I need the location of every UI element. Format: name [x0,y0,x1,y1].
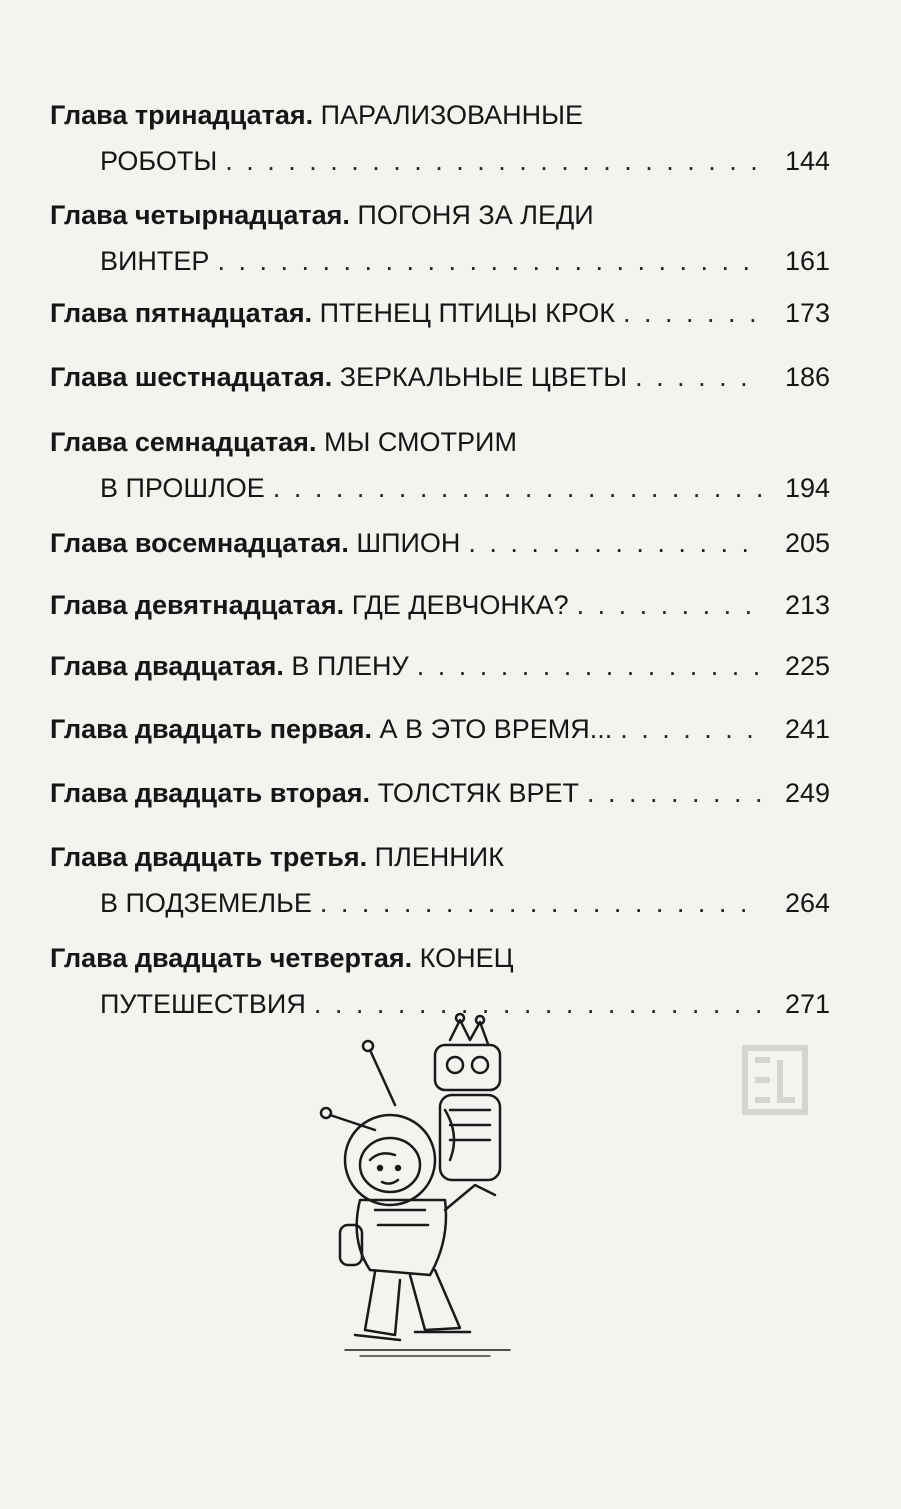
eac-mark-icon [740,1040,810,1120]
chapter-label: Глава семнадцатая. [50,427,317,457]
chapter-label: Глава двадцатая. [50,651,284,681]
chapter-title: МЫ СМОТРИМ [323,427,517,457]
page-number: 213 [784,590,830,620]
leader-dots [217,238,762,284]
chapter-title: КОНЕЦ [419,943,514,973]
chapter-title: ПТЕНЕЦ ПТИЦЫ КРОК [319,298,616,328]
chapter-label: Глава шестнадцатая. [50,362,333,392]
page-number: 205 [784,528,830,558]
toc-entry[interactable] [50,770,830,816]
chapter-label: Глава восемнадцатая. [50,528,349,558]
page-number: 161 [784,246,830,276]
page-number: 225 [784,651,830,681]
leader-dots [587,770,762,816]
toc-entry[interactable] [50,643,830,689]
toc-entry[interactable] [50,354,830,400]
chapter-title-continued: ВИНТЕР [100,246,210,276]
chapter-title-continued: В ПОДЗЕМЕЛЬЕ [100,888,312,918]
page-number: 173 [784,298,830,328]
leader-dots [273,465,762,511]
page-number: 249 [784,778,830,808]
chapter-title: ПЛЕННИК [374,842,504,872]
chapter-label: Глава четырнадцатая. [50,200,350,230]
chapter-title: А В ЭТО ВРЕМЯ... [379,714,613,744]
chapter-title: ГДЕ ДЕВЧОНКА? [351,590,569,620]
chapter-label: Глава пятнадцатая. [50,298,313,328]
chapter-label: Глава двадцать первая. [50,714,373,744]
chapter-label: Глава двадцать четвертая. [50,943,413,973]
page-number: 241 [784,714,830,744]
leader-dots [635,354,762,400]
toc-entry[interactable] [50,419,830,511]
toc-entry[interactable] [50,834,830,926]
page-number: 264 [784,888,830,918]
chapter-title: ПОГОНЯ ЗА ЛЕДИ [357,200,594,230]
page-number: 194 [784,473,830,503]
toc-entry[interactable] [50,706,830,752]
chapter-title: ЗЕРКАЛЬНЫЕ ЦВЕТЫ [339,362,628,392]
page-number: 271 [784,989,830,1019]
leader-dots [417,643,762,689]
leader-dots [225,138,762,184]
leader-dots [623,290,762,336]
leader-dots [468,520,762,566]
page-number: 186 [784,362,830,392]
chapter-title: ТОЛСТЯК ВРЕТ [377,778,580,808]
toc-entry[interactable] [50,520,830,566]
toc-entry[interactable] [50,290,830,336]
astronaut-with-robot-illustration [300,1010,560,1390]
leader-dots [320,880,762,926]
chapter-label: Глава двадцать вторая. [50,778,371,808]
leader-dots [620,706,762,752]
leader-dots [577,582,762,628]
toc-entry[interactable] [50,92,830,184]
chapter-label: Глава двадцать третья. [50,842,368,872]
chapter-title: В ПЛЕНУ [291,651,409,681]
chapter-label: Глава тринадцатая. [50,100,314,130]
toc-entry[interactable] [50,582,830,628]
toc-entry[interactable] [50,192,830,284]
page-number: 144 [784,146,830,176]
chapter-title-continued: В ПРОШЛОЕ [100,473,265,503]
chapter-title-continued: ПУТЕШЕСТВИЯ [100,989,306,1019]
chapter-title: ШПИОН [356,528,461,558]
chapter-title-continued: РОБОТЫ [100,146,218,176]
chapter-title: ПАРАЛИЗОВАННЫЕ [320,100,584,130]
chapter-label: Глава девятнадцатая. [50,590,345,620]
